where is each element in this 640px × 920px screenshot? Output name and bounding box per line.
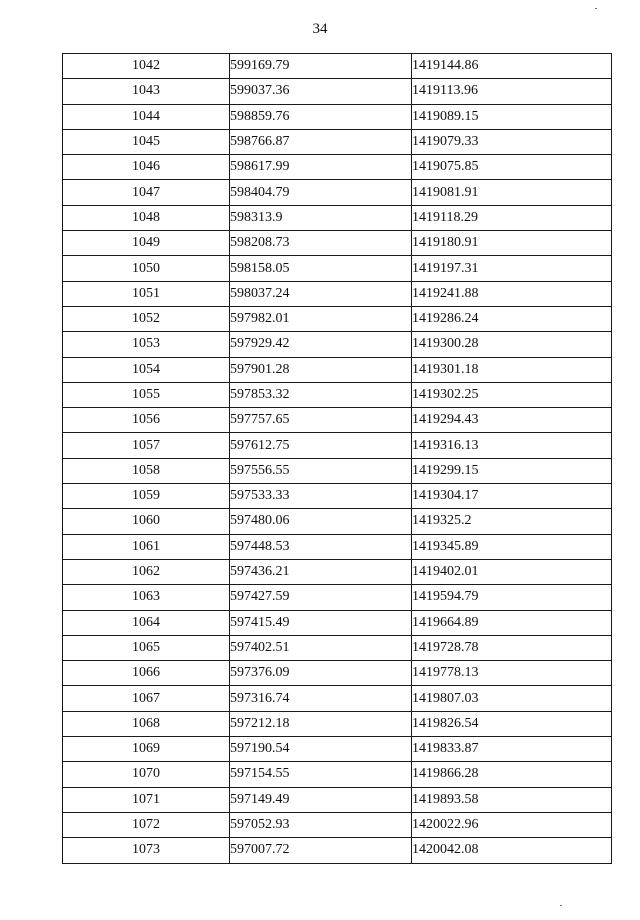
x-coordinate-cell: 598404.79 (230, 180, 412, 205)
y-coordinate-cell: 1419893.58 (412, 787, 612, 812)
x-coordinate-cell: 597316.74 (230, 686, 412, 711)
point-number-cell: 1045 (63, 129, 230, 154)
x-coordinate-cell: 597154.55 (230, 762, 412, 787)
x-coordinate-cell: 598617.99 (230, 155, 412, 180)
point-number-cell: 1056 (63, 408, 230, 433)
point-number-cell: 1044 (63, 104, 230, 129)
table-row (63, 838, 612, 863)
table-row (63, 711, 612, 736)
y-coordinate-cell: 1419197.31 (412, 256, 612, 281)
table-row (63, 332, 612, 357)
y-coordinate-cell: 1419826.54 (412, 711, 612, 736)
point-number-cell: 1051 (63, 281, 230, 306)
table-row (63, 205, 612, 230)
table-row (63, 585, 612, 610)
y-coordinate-cell: 1420042.08 (412, 838, 612, 863)
y-coordinate-cell: 1419594.79 (412, 585, 612, 610)
point-number-cell: 1070 (63, 762, 230, 787)
point-number-cell: 1042 (63, 54, 230, 79)
point-number-cell: 1069 (63, 737, 230, 762)
y-coordinate-cell: 1419118.29 (412, 205, 612, 230)
x-coordinate-cell: 597480.06 (230, 509, 412, 534)
point-number-cell: 1046 (63, 155, 230, 180)
point-number-cell: 1059 (63, 484, 230, 509)
table-row (63, 661, 612, 686)
table-row (63, 129, 612, 154)
y-coordinate-cell: 1419866.28 (412, 762, 612, 787)
y-coordinate-cell: 1419299.15 (412, 458, 612, 483)
point-number-cell: 1043 (63, 79, 230, 104)
point-number-cell: 1073 (63, 838, 230, 863)
x-coordinate-cell: 597757.65 (230, 408, 412, 433)
point-number-cell: 1048 (63, 205, 230, 230)
scan-speck (595, 8, 597, 9)
x-coordinate-cell: 599037.36 (230, 79, 412, 104)
table-row (63, 231, 612, 256)
table-row (63, 610, 612, 635)
y-coordinate-cell: 1419807.03 (412, 686, 612, 711)
y-coordinate-cell: 1419728.78 (412, 635, 612, 660)
y-coordinate-cell: 1419304.17 (412, 484, 612, 509)
y-coordinate-cell: 1419833.87 (412, 737, 612, 762)
y-coordinate-cell: 1420022.96 (412, 812, 612, 837)
y-coordinate-cell: 1419079.33 (412, 129, 612, 154)
x-coordinate-cell: 597052.93 (230, 812, 412, 837)
x-coordinate-cell: 597612.75 (230, 433, 412, 458)
table-row (63, 54, 612, 79)
x-coordinate-cell: 599169.79 (230, 54, 412, 79)
y-coordinate-cell: 1419180.91 (412, 231, 612, 256)
table-row (63, 281, 612, 306)
table-row (63, 256, 612, 281)
point-number-cell: 1058 (63, 458, 230, 483)
x-coordinate-cell: 597533.33 (230, 484, 412, 509)
point-number-cell: 1066 (63, 661, 230, 686)
y-coordinate-cell: 1419294.43 (412, 408, 612, 433)
table-row (63, 509, 612, 534)
x-coordinate-cell: 598208.73 (230, 231, 412, 256)
x-coordinate-cell: 597212.18 (230, 711, 412, 736)
y-coordinate-cell: 1419113.96 (412, 79, 612, 104)
y-coordinate-cell: 1419144.86 (412, 54, 612, 79)
y-coordinate-cell: 1419075.85 (412, 155, 612, 180)
x-coordinate-cell: 597402.51 (230, 635, 412, 660)
x-coordinate-cell: 597556.55 (230, 458, 412, 483)
table-body (63, 54, 612, 864)
table-row (63, 357, 612, 382)
table-row (63, 180, 612, 205)
point-number-cell: 1067 (63, 686, 230, 711)
y-coordinate-cell: 1419316.13 (412, 433, 612, 458)
table-row (63, 433, 612, 458)
x-coordinate-cell: 597853.32 (230, 382, 412, 407)
table-row (63, 408, 612, 433)
point-number-cell: 1062 (63, 559, 230, 584)
y-coordinate-cell: 1419664.89 (412, 610, 612, 635)
table-row (63, 155, 612, 180)
table-row (63, 104, 612, 129)
x-coordinate-cell: 597901.28 (230, 357, 412, 382)
y-coordinate-cell: 1419081.91 (412, 180, 612, 205)
point-number-cell: 1072 (63, 812, 230, 837)
table-row (63, 635, 612, 660)
coordinates-table (62, 53, 612, 864)
table-row (63, 686, 612, 711)
table-row (63, 382, 612, 407)
table-row (63, 484, 612, 509)
y-coordinate-cell: 1419402.01 (412, 559, 612, 584)
y-coordinate-cell: 1419300.28 (412, 332, 612, 357)
y-coordinate-cell: 1419345.89 (412, 534, 612, 559)
y-coordinate-cell: 1419302.25 (412, 382, 612, 407)
page-number: 34 (312, 21, 328, 37)
point-number-cell: 1047 (63, 180, 230, 205)
x-coordinate-cell: 597376.09 (230, 661, 412, 686)
x-coordinate-cell: 597448.53 (230, 534, 412, 559)
table-row (63, 762, 612, 787)
point-number-cell: 1055 (63, 382, 230, 407)
point-number-cell: 1057 (63, 433, 230, 458)
x-coordinate-cell: 597436.21 (230, 559, 412, 584)
y-coordinate-cell: 1419778.13 (412, 661, 612, 686)
point-number-cell: 1054 (63, 357, 230, 382)
table-row (63, 534, 612, 559)
table-row (63, 812, 612, 837)
point-number-cell: 1053 (63, 332, 230, 357)
point-number-cell: 1064 (63, 610, 230, 635)
x-coordinate-cell: 597007.72 (230, 838, 412, 863)
table-row (63, 306, 612, 331)
x-coordinate-cell: 598158.05 (230, 256, 412, 281)
point-number-cell: 1065 (63, 635, 230, 660)
point-number-cell: 1063 (63, 585, 230, 610)
y-coordinate-cell: 1419089.15 (412, 104, 612, 129)
point-number-cell: 1068 (63, 711, 230, 736)
x-coordinate-cell: 597982.01 (230, 306, 412, 331)
y-coordinate-cell: 1419301.18 (412, 357, 612, 382)
x-coordinate-cell: 598859.76 (230, 104, 412, 129)
x-coordinate-cell: 597415.49 (230, 610, 412, 635)
x-coordinate-cell: 598037.24 (230, 281, 412, 306)
table-row (63, 458, 612, 483)
x-coordinate-cell: 598766.87 (230, 129, 412, 154)
point-number-cell: 1061 (63, 534, 230, 559)
point-number-cell: 1052 (63, 306, 230, 331)
x-coordinate-cell: 598313.9 (230, 205, 412, 230)
point-number-cell: 1050 (63, 256, 230, 281)
table-row (63, 737, 612, 762)
x-coordinate-cell: 597190.54 (230, 737, 412, 762)
y-coordinate-cell: 1419286.24 (412, 306, 612, 331)
scan-speck (560, 905, 562, 906)
y-coordinate-cell: 1419325.2 (412, 509, 612, 534)
table-row (63, 79, 612, 104)
table-row (63, 559, 612, 584)
table-row (63, 787, 612, 812)
x-coordinate-cell: 597149.49 (230, 787, 412, 812)
x-coordinate-cell: 597929.42 (230, 332, 412, 357)
x-coordinate-cell: 597427.59 (230, 585, 412, 610)
point-number-cell: 1071 (63, 787, 230, 812)
point-number-cell: 1049 (63, 231, 230, 256)
y-coordinate-cell: 1419241.88 (412, 281, 612, 306)
point-number-cell: 1060 (63, 509, 230, 534)
